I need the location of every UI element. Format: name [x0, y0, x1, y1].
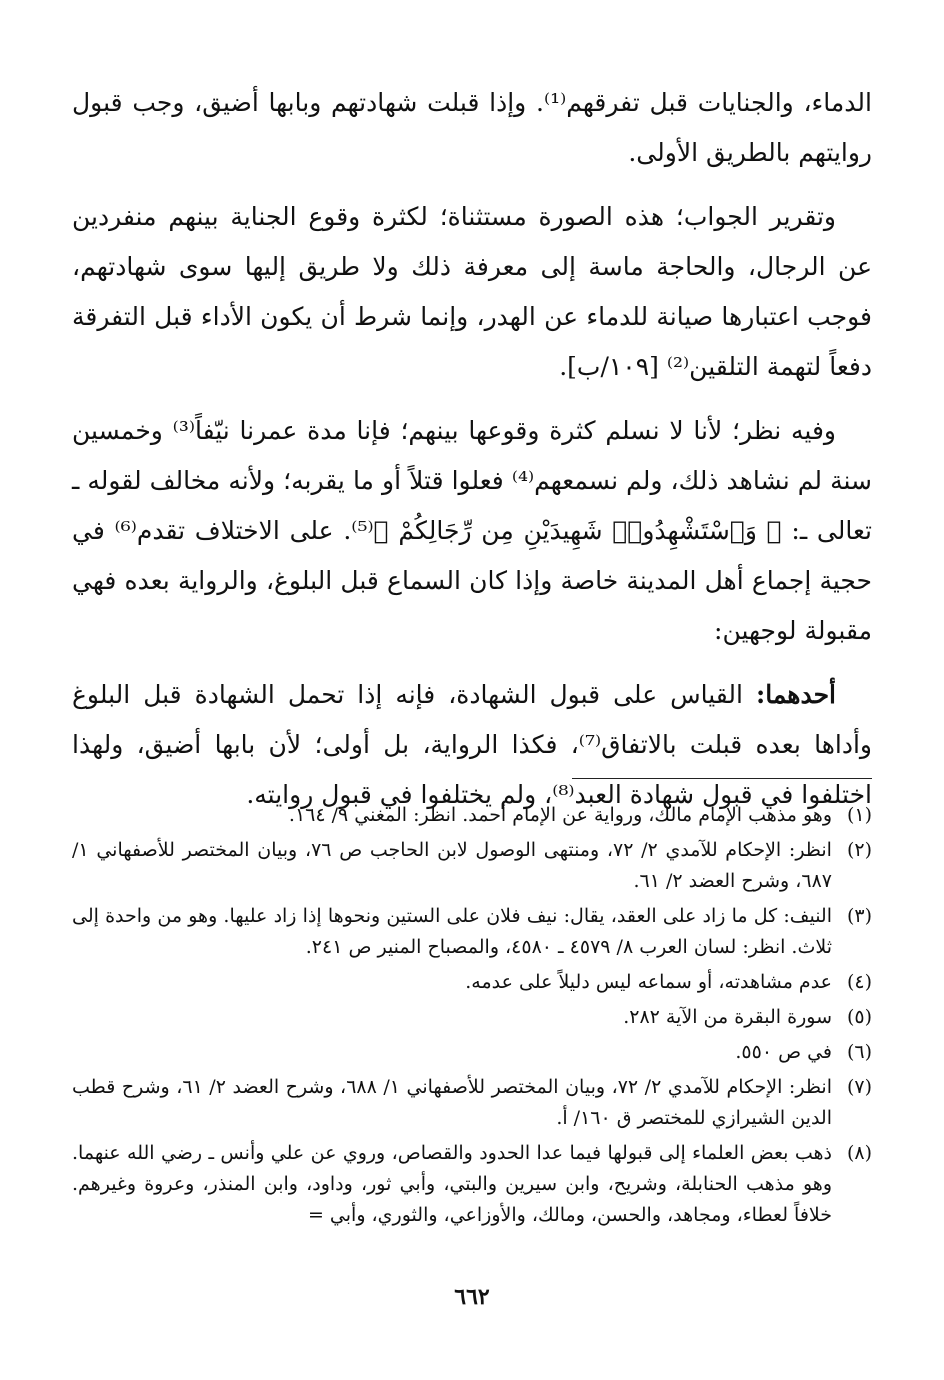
footnote-5 — [72, 1002, 872, 1033]
footnote-5-number: (٥) — [846, 1006, 872, 1028]
body-text — [72, 78, 872, 820]
footnote-7 — [72, 1072, 872, 1134]
paragraph-1 — [72, 78, 872, 178]
footnote-2-text: انظر: الإحكام للآمدي ٢/ ٧٢، ومنتهى الوصول لابن الحاجب ص ٧٦، وبيان المختصر للأصفهاني ١/ ٦٨٧، وشرح العضد ٢/ ٦١. — [72, 839, 832, 892]
paragraph-3 — [72, 406, 872, 656]
footnote-1-text: وهو مذهب الإمام مالك، ورواية عن الإمام أحمد. انظر: المغني ٩/ ١٦٤. — [288, 804, 832, 826]
footnote-5-text: سورة البقرة من الآية ٢٨٢. — [623, 1006, 832, 1028]
footnote-7-text: انظر: الإحكام للآمدي ٢/ ٧٢، وبيان المختصر للأصفهاني ١/ ٦٨٨، وشرح العضد ٢/ ٦١، وشرح قطب الدين الشيرازي للمختصر ق ١٦٠/ أ. — [72, 1076, 832, 1129]
main-text-block — [72, 78, 872, 834]
footnote-divider — [572, 778, 872, 779]
paragraph-4-text: القياس على قبول الشهادة، فإنه إذا تحمل الشهادة قبل البلوغ وأداها بعده قبلت بالاتفاق⁽⁷⁾، فكذا الرواية، بل أولى؛ لأن بابها أضيق، ولهذا اختلفوا في قبول شهادة العبد⁽⁸⁾، ولم يختلفوا في قبول روايته. — [72, 680, 873, 809]
paragraph-4 — [72, 670, 872, 820]
footnote-1-number: (١) — [846, 804, 872, 826]
footnote-2-number: (٢) — [846, 839, 872, 861]
paragraph-1-text: الدماء، والجنايات قبل تفرقهم⁽¹⁾. وإذا قبلت شهادتهم وبابها أضيق، وجب قبول روايتهم بالطريق الأولى. — [72, 88, 872, 167]
footnote-6 — [72, 1037, 872, 1068]
footnote-6-number: (٦) — [846, 1041, 872, 1063]
footnote-3 — [72, 901, 872, 963]
footnote-8-text: ذهب بعض العلماء إلى قبولها فيما عدا الحدود والقصاص، وروي عن علي وأنس ـ رضي الله عنهما. وهو مذهب الحنابلة، وشريح، وابن سيرين والبتي، وأبي ثور، وداود، وابن المنذر، وعروة وغيرهم. خلافاً لعطاء، ومجاهد، والحسن، ومالك، والأوزاعي، والثوري، وأبي = — [72, 1142, 832, 1226]
footnote-3-text: النيف: كل ما زاد على العقد، يقال: نيف فلان على الستين ونحوها إذا زاد عليها. وهو من واحدة إلى ثلاث. انظر: لسان العرب ٨/ ٤٥٧٩ ـ ٤٥٨٠، والمصباح المنير ص ٢٤١. — [72, 905, 832, 958]
footnote-3-number: (٣) — [846, 905, 872, 927]
paragraph-3-text: وفيه نظر؛ لأنا لا نسلم كثرة وقوعها بينهم؛ فإنا مدة عمرنا نيّفاً⁽³⁾ وخمسين سنة لم نشاهد ذلك، ولم نسمعهم⁽⁴⁾ فعلوا قتلاً أو ما يقربه؛ ولأنه مخالف لقوله ـ تعالى ـ: ﴿ وَٱسْتَشْهِدُوا۟ شَهِيدَيْنِ مِن رِّجَالِكُمْ ﴾⁽⁵⁾. على الاختلاف تقدم⁽⁶⁾ في حجية إجماع أهل المدينة خاصة وإذا كان السماع قبل البلوغ، والرواية بعده فهي مقبولة لوجهين: — [72, 416, 873, 645]
footnote-4-number: (٤) — [846, 971, 872, 993]
footnote-8 — [72, 1138, 872, 1231]
footnotes-block — [72, 800, 872, 1235]
footnote-6-text: في ص ٥٥٠. — [735, 1041, 832, 1063]
page-number: ٦٦٢ — [454, 1284, 490, 1310]
paragraph-2-text: وتقرير الجواب؛ هذه الصورة مستثناة؛ لكثرة وقوع الجناية بينهم منفردين عن الرجال، والحاجة ماسة إلى معرفة ذلك ولا طريق إليها سوى شهادتهم، فوجب اعتبارها صيانة للدماء عن الهدر، وإنما شرط أن يكون الأداء قبل التفرقة دفعاً لتهمة التلقين⁽²⁾ [١٠٩/ب]. — [72, 202, 872, 381]
footnote-2 — [72, 835, 872, 897]
footnote-1 — [72, 800, 872, 831]
footnote-7-number: (٧) — [846, 1076, 872, 1098]
paragraph-4-lead: أحدهما: — [755, 680, 836, 709]
footnote-4-text: عدم مشاهدته، أو سماعه ليس دليلاً على عدمه. — [465, 971, 832, 993]
footnote-8-number: (٨) — [846, 1142, 872, 1164]
footnote-4 — [72, 967, 872, 998]
paragraph-2 — [72, 192, 872, 392]
